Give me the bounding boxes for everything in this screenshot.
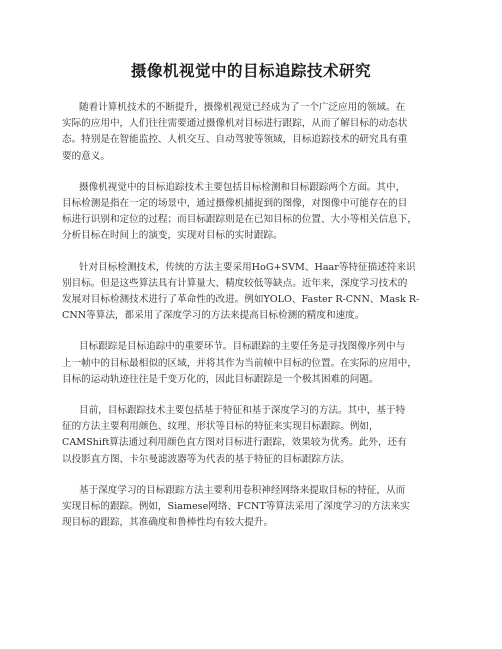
text-line: CAMShift算法通过利用颜色直方图对目标进行跟踪，效果较为优秀。此外，还有 [62, 437, 407, 449]
paragraph-1 [62, 100, 440, 165]
text-line: 实际的应用中，人们往往需要通过摄像机对目标进行跟踪，从而了解目标的动态状 [62, 118, 408, 130]
text-line: 要的意义。 [62, 150, 110, 162]
text-line: CNN等算法，都采用了深度学习的方法来提高目标检测的精度和速度。 [62, 310, 365, 322]
text-line: 现目标的跟踪，其准确度和鲁棒性均有较大提升。 [62, 517, 274, 529]
document-body [62, 100, 440, 546]
text-line: 目标的运动轨迹往往是千变万化的，因此目标跟踪是一个极其困难的问题。 [62, 373, 379, 385]
text-line: 征的方法主要利用颜色、纹理、形状等目标的特征来实现目标跟踪。例如， [62, 421, 379, 433]
text-line: 摄像机视觉中的目标追踪技术主要包括目标检测和目标跟踪两个方面。其中， [79, 181, 406, 193]
paragraph-4 [62, 339, 440, 388]
text-line: 标进行识别和定位的过程；而目标跟踪则是在已知目标的位置、大小等相关信息下， [62, 214, 417, 226]
text-line: 以投影直方图、卡尔曼滤波器等为代表的基于特征的目标跟踪方法。 [62, 453, 350, 465]
text-line: 目标跟踪是目标追踪中的重要环节。目标跟踪的主要任务是寻找图像序列中与 [79, 341, 406, 353]
text-line: 基于深度学习的目标跟踪方法主要利用卷积神经网络来提取目标的特征，从而 [79, 484, 406, 496]
text-line: 随着计算机技术的不断提升，摄像机视觉已经成为了一个广泛应用的领域。在 [79, 102, 406, 113]
text-line: 别目标。但是这些算法具有计算量大、精度较低等缺点。近年来，深度学习技术的 [62, 277, 408, 289]
text-line: 上一帧中的目标最相似的区域，并将其作为当前帧中目标的位置。在实际的应用中， [62, 357, 417, 369]
document-title: 摄像机视觉中的目标追踪技术研究 [130, 62, 371, 80]
text-line: 态。特别是在智能监控、人机交互、自动驾驶等领域，目标追踪技术的研究具有重 [62, 134, 408, 146]
text-line: 目前，目标跟踪技术主要包括基于特征和基于深度学习的方法。其中，基于特 [79, 405, 406, 417]
paragraph-3 [62, 260, 440, 325]
text-line: 分析目标在时间上的演变，实现对目标的实时跟踪。 [62, 230, 283, 242]
text-line: 针对目标检测技术，传统的方法主要采用HoG+SVM、Haar等特征描述符来识 [79, 261, 416, 273]
text-line: 实现目标的跟踪。例如，Siamese网络、FCNT等算法采用了深度学习的方法来实 [62, 501, 410, 513]
paragraph-5 [62, 403, 440, 468]
paragraph-6 [62, 483, 440, 532]
paragraph-2 [62, 180, 440, 245]
text-line: 发展对目标检测技术进行了革命性的改进。例如YOLO、Faster R-CNN、Mask R- [62, 294, 420, 306]
text-line: 目标检测是指在一定的场景中，通过摄像机捕捉到的图像，对图像中可能存在的目 [62, 198, 408, 210]
